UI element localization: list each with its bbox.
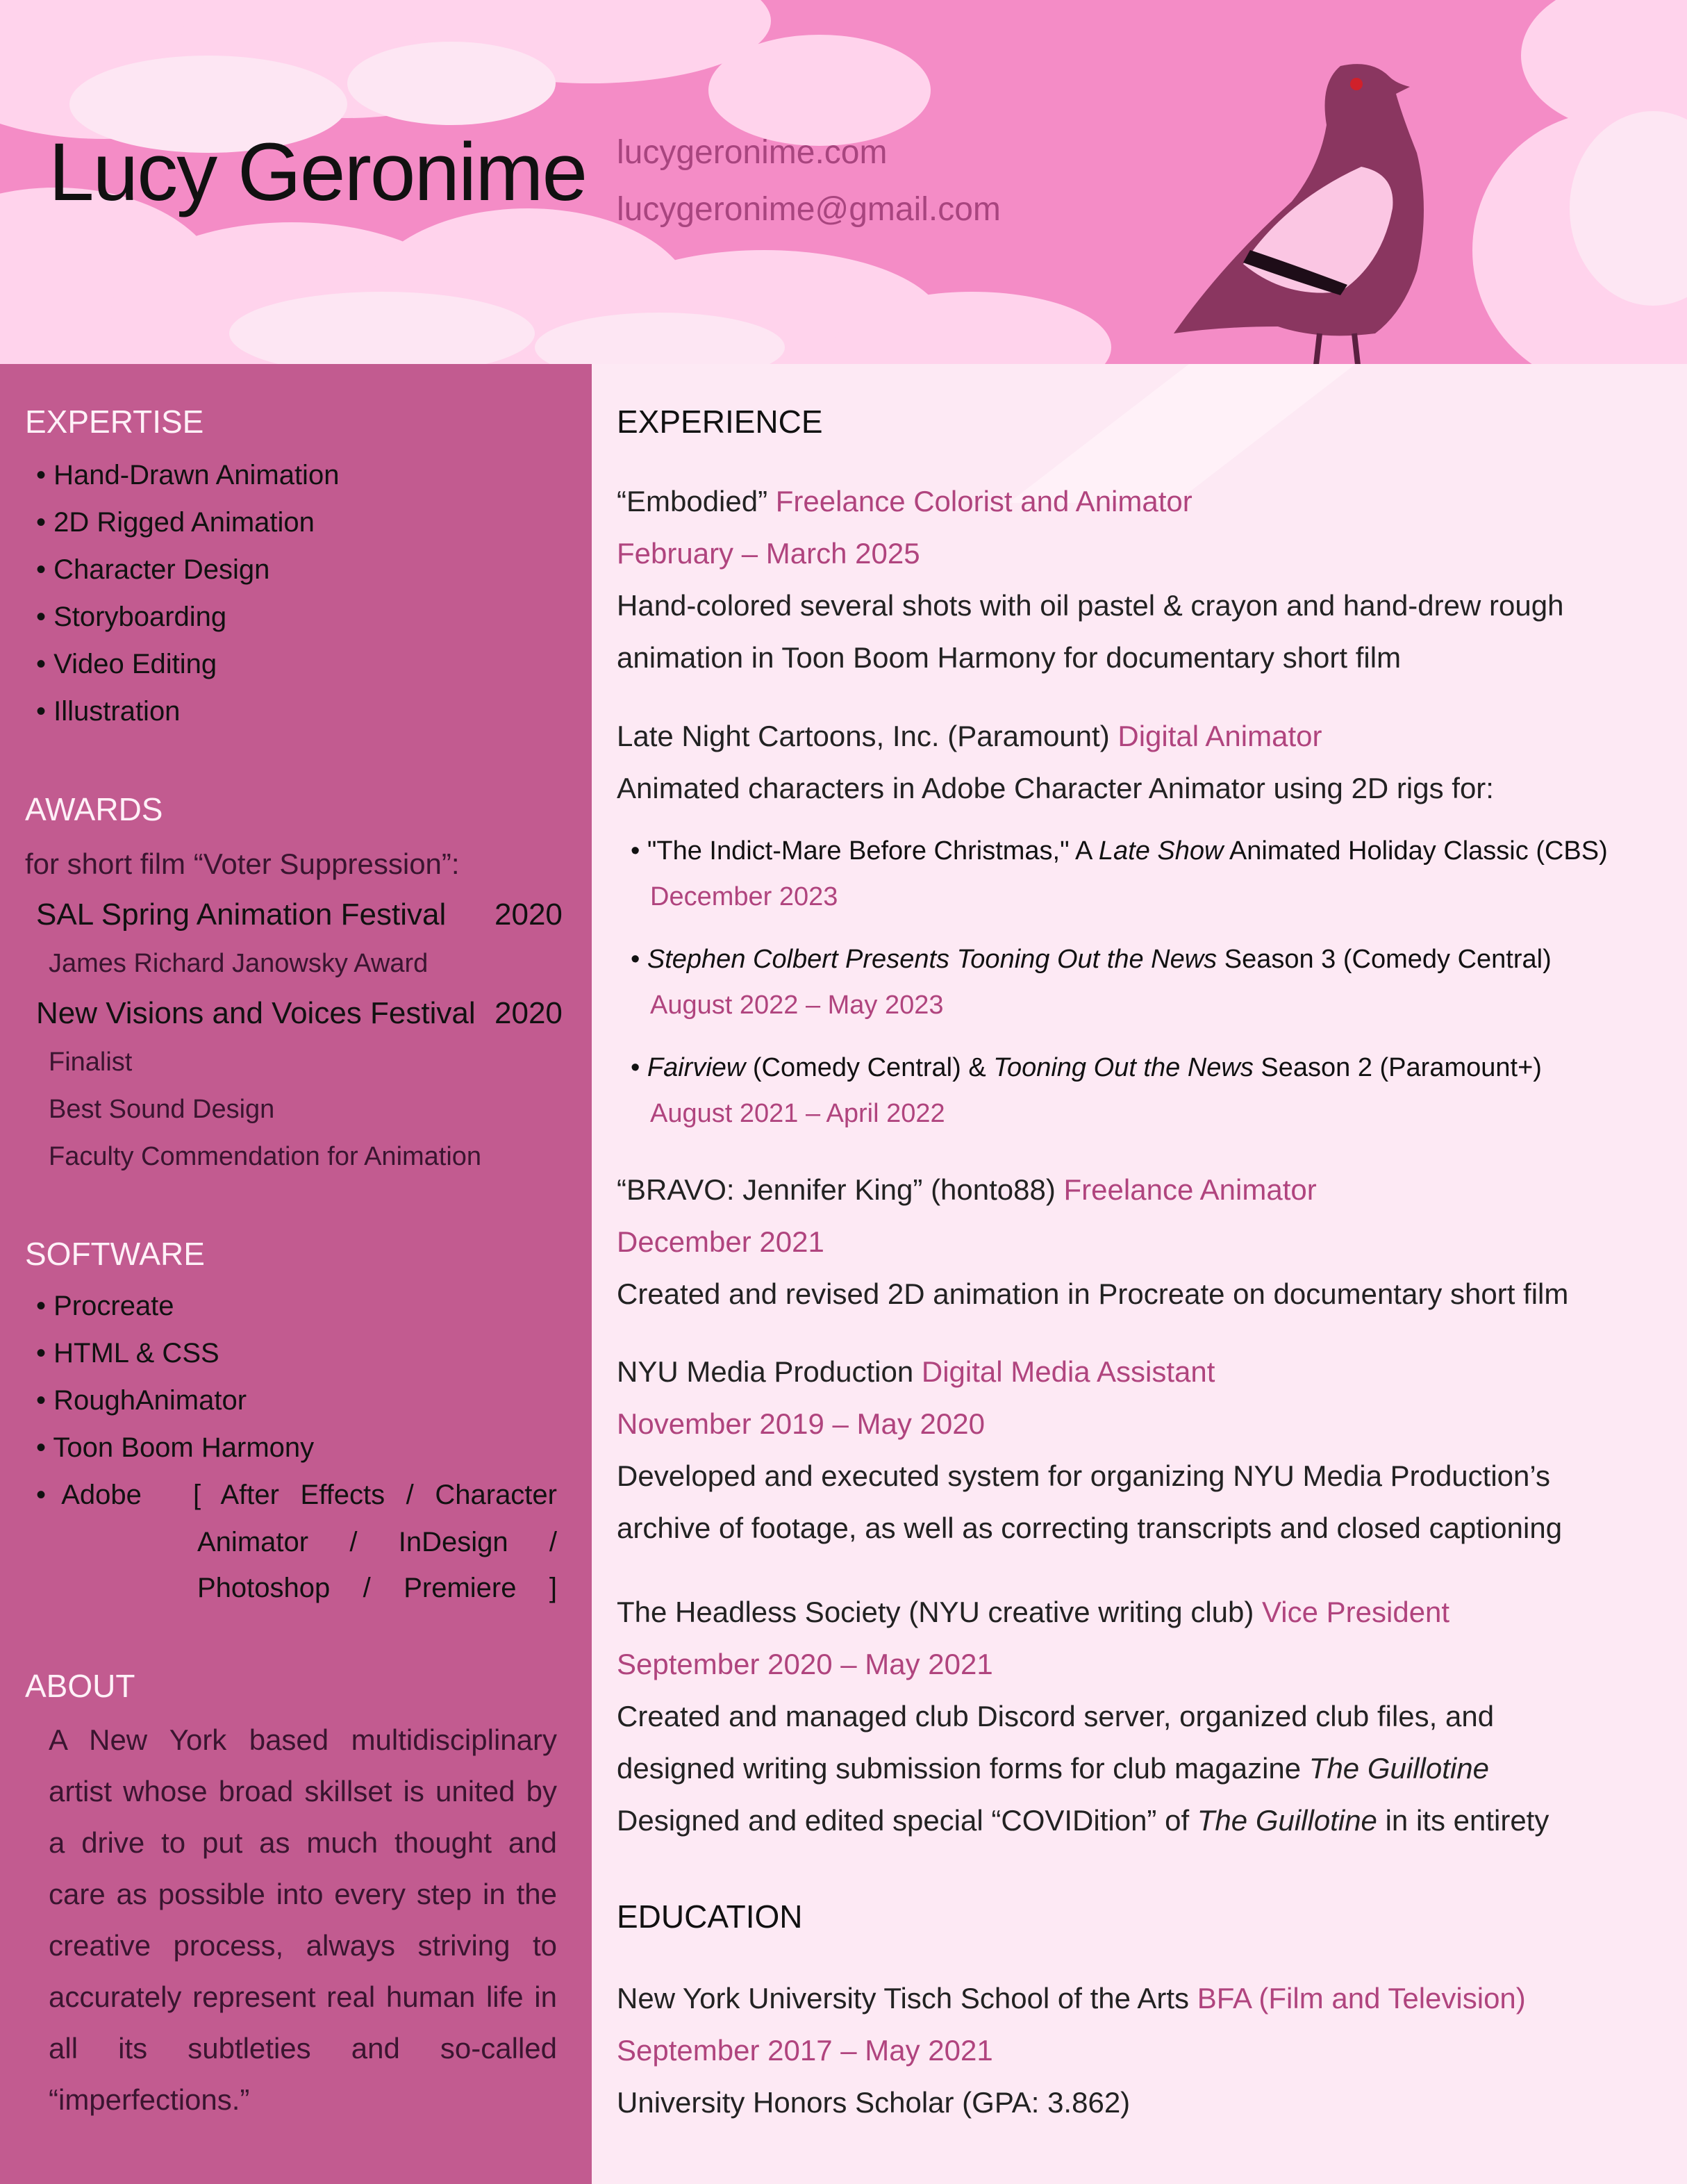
- email-link[interactable]: lucygeronime@gmail.com: [617, 191, 1001, 228]
- school: New York University Tisch School of the Arts: [617, 1982, 1190, 2015]
- description: Animated characters in Adobe Character Animator using 2D rigs for:: [617, 772, 1494, 804]
- org: The Headless Society: [617, 1596, 901, 1628]
- expertise-item: • Storyboarding: [36, 602, 227, 632]
- dates: August 2021 – April 2022: [650, 1099, 945, 1128]
- expertise-item: • Illustration: [36, 696, 181, 727]
- description: animation in Toon Boom Harmony for documentary short film: [617, 641, 1402, 674]
- description: Hand-colored several shots with oil pastel & crayon and hand-drew rough: [617, 589, 1564, 622]
- dates: August 2022 – May 2023: [650, 991, 944, 1020]
- experience-entry: The Headless Society (NYU creative writing club) Vice President September 2020 – May 2021 Created and managed club Discord server, organized club files, and designed writing submission forms for club magazine The Guillotine Designed and edited special “COVIDition” of The Guillotine in its entirety: [617, 1586, 1549, 1846]
- project-item: • Fairview (Comedy Central) & Tooning Out the News Season 2 (Paramount+) August 2021 – April 2022: [631, 1045, 1542, 1136]
- expertise-item: • Video Editing: [36, 649, 217, 679]
- org: Late Night Cartoons, Inc.: [617, 720, 940, 752]
- experience-entry: Late Night Cartoons, Inc. (Paramount) Digital Animator Animated characters in Adobe Character Animator using 2D rigs for:: [617, 710, 1494, 814]
- expertise-heading: EXPERTISE: [25, 404, 204, 440]
- adobe-apps: Photoshop / Premiere ]: [197, 1573, 557, 1603]
- role: Digital Media Assistant: [921, 1355, 1215, 1388]
- header-banner: [0, 0, 1687, 364]
- festival-name: New Visions and Voices Festival: [36, 996, 476, 1030]
- expertise-item: • Character Design: [36, 554, 270, 585]
- experience-entry: “BRAVO: Jennifer King” (honto88) Freelance Animator December 2021 Created and revised 2D animation in Procreate on documentary short film: [617, 1164, 1568, 1320]
- festival-year: 2020: [495, 996, 563, 1030]
- description: archive of footage, as well as correcting transcripts and closed captioning: [617, 1512, 1563, 1544]
- experience-entry: [617, 1346, 1562, 1554]
- adobe-apps: [ After Effects / Character: [193, 1480, 557, 1510]
- description: designed writing submission forms for club magazine The Guillotine: [617, 1752, 1489, 1785]
- dates: September 2020 – May 2021: [617, 1648, 993, 1680]
- description: Created and managed club Discord server, organized club files, and: [617, 1700, 1495, 1732]
- software-item: • RoughAnimator: [36, 1385, 247, 1416]
- about-heading: ABOUT: [25, 1668, 135, 1704]
- role: Freelance Animator: [1063, 1173, 1317, 1206]
- description: Designed and edited special “COVIDition” of The Guillotine in its entirety: [617, 1804, 1549, 1837]
- dates: December 2021: [617, 1225, 824, 1258]
- software-item: • Procreate: [36, 1291, 174, 1321]
- expertise-item: • Hand-Drawn Animation: [36, 460, 340, 490]
- role: Freelance Colorist and Animator: [775, 485, 1192, 518]
- software-item: • Adobe: [36, 1480, 142, 1510]
- dates: February – March 2025: [617, 537, 920, 570]
- dates: December 2023: [650, 882, 838, 911]
- org: “Embodied”: [617, 485, 768, 518]
- org: “BRAVO: Jennifer King”: [617, 1173, 923, 1206]
- project-item: • Stephen Colbert Presents Tooning Out the News Season 3 (Comedy Central) August 2022 – May 2023: [631, 936, 1552, 1028]
- software-item: • Toon Boom Harmony: [36, 1432, 315, 1463]
- expertise-item: • 2D Rigged Animation: [36, 507, 315, 538]
- experience-entry: [617, 475, 1563, 684]
- degree: BFA (Film and Television): [1197, 1982, 1526, 2015]
- project-item: • "The Indict-Mare Before Christmas," A Late Show Animated Holiday Classic (CBS) December 2023: [631, 828, 1608, 920]
- award-honor: Finalist: [49, 1048, 133, 1077]
- education-entry: [617, 1972, 1526, 2128]
- festival-year: 2020: [495, 897, 563, 932]
- honors-note: University Honors Scholar (GPA: 3.862): [617, 2086, 1131, 2119]
- software-heading: SOFTWARE: [25, 1236, 205, 1272]
- sidebar: [0, 364, 592, 2184]
- description: Developed and executed system for organizing NYU Media Production’s: [617, 1459, 1550, 1492]
- software-item: • HTML & CSS: [36, 1338, 219, 1368]
- role: Vice President: [1262, 1596, 1450, 1628]
- award-honor: James Richard Janowsky Award: [49, 949, 429, 978]
- org: NYU Media Production: [617, 1355, 914, 1388]
- education-heading: EDUCATION: [617, 1898, 803, 1935]
- website-link[interactable]: lucygeronime.com: [617, 134, 888, 171]
- about-text: A New York based multidisciplinary artist whose broad skillset is united by a drive to put as much thought and care as possible into every step in the creative process, always striving to accurately represent real human life in all its subtleties and so-called “imperfections.”: [49, 1723, 557, 2116]
- award-honor: Faculty Commendation for Animation: [49, 1142, 482, 1171]
- adobe-apps: Animator / InDesign /: [197, 1527, 557, 1557]
- awards-intro: for short film “Voter Suppression”:: [25, 847, 460, 880]
- experience-heading: EXPERIENCE: [617, 404, 823, 440]
- dates: November 2019 – May 2020: [617, 1407, 985, 1440]
- dates: September 2017 – May 2021: [617, 2034, 993, 2067]
- festival-name: SAL Spring Animation Festival: [36, 897, 447, 932]
- main-content: [592, 364, 1687, 2184]
- pigeon-illustration: [1174, 64, 1424, 364]
- description: Created and revised 2D animation in Procreate on documentary short film: [617, 1277, 1569, 1310]
- candidate-name: Lucy Geronime: [49, 126, 587, 218]
- award-honor: Best Sound Design: [49, 1095, 275, 1124]
- role: Digital Animator: [1117, 720, 1322, 752]
- awards-heading: AWARDS: [25, 791, 163, 827]
